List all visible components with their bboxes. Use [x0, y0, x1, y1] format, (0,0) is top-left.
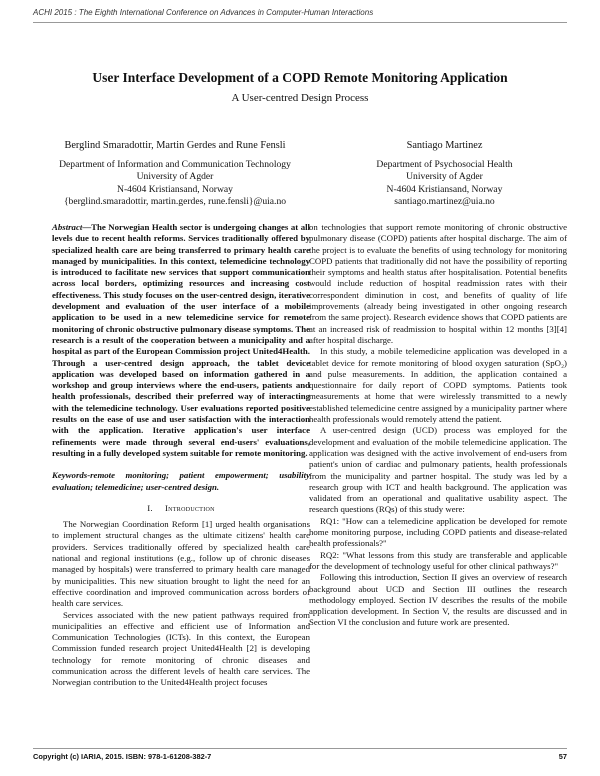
author-university: University of Agder: [136, 171, 214, 183]
paragraph: RQ2: "What lessons from this study are transferable and applicable for the development of technology useful for other clinical pathways?": [309, 549, 567, 571]
author-email: {berglind.smaradottir, martin.gerdes, rune.fensli}@uia.no: [63, 196, 287, 208]
footer-copyright: Copyright (c) IARIA, 2015. ISBN: 978-1-61208-382-7: [33, 752, 212, 761]
author-names: Santiago Martinez: [406, 140, 483, 151]
author-block-2: [322, 140, 567, 209]
author-block-1: [40, 140, 310, 209]
abstract-label: Abstract: [52, 222, 83, 232]
author-city: N-4604 Kristiansand, Norway: [386, 183, 503, 195]
author-email: santiago.martinez@uia.no: [394, 196, 495, 208]
paragraph: on technologies that support remote monitoring of chronic obstructive pulmonary disease (COPD) patients after hospital discharge. The aim of the project is to evaluate the benefits of using technology for monitoring COPD patients that traditionally did not have the possibility of reporting their symptoms and health status after hospitalisation. Potential benefits would include reduction of hospital readmission rates with their correspondent diminution in cost, and benefits of quality of life improvements (already being investigated in other ongoing research from the same project). Research evidence shows that COPD patients are at an increased risk of readmission to hospital within 12 months [3][4] after hospital discharge.: [309, 222, 567, 345]
running-header: ACHI 2015 : The Eighth International Conference on Advances in Computer-Human Interactions: [33, 8, 374, 17]
section-heading: [52, 503, 310, 514]
section-number: I.: [147, 502, 153, 513]
paragraph: Following this introduction, Section II gives an overview of research background about UCD and Section III outlines the research methodology employed. Section IV describes the results of the mobile application development. In Section V, the results are discussed and in Section VI the conclusion and future work are presented.: [309, 572, 567, 628]
keywords: Keywords-remote monitoring; patient empowerment; usability evaluation; telemedicine; user-centred design.: [52, 470, 310, 492]
author-department: Department of Psychosocial Health: [376, 158, 513, 170]
left-column: [52, 222, 310, 689]
paragraph: Services associated with the new patient pathways required from municipalities an effective and efficient use of Information and Communication Technologies (ICTs). In this context, the European Commission funded research project United4Health [2] is developing technology for remote monitoring of chronic diseases and communication across the different levels of health care services. The Norwegian contribution to the United4Health project focuses: [52, 609, 310, 688]
paragraph: In this study, a mobile telemedicine application was developed in a tablet device for remote monitoring of blood oxygen saturation (SpO₂) and pulse measurements. In addition, the application contained a questionnaire for daily report of COPD symptoms. Patients took measurements at home that were wirelessly transmitted to a newly established telemedicine centre assigned by a municipality partner where health professionals would remotely attend the patient.: [309, 346, 567, 425]
section-title: Introduction: [164, 502, 215, 513]
paragraph: The Norwegian Coordination Reform [1] urged health organisations to implement structural changes as the ultimate citizens' health care providers. Services traditionally offered by specialized health care national and regional institutions (e.g., follow up of chronic diseases managed by hospitals) were transferred to primary health care managed by municipalities. This new situation brought to light the need for an effective coordination and improved communication across borders of health care services.: [52, 519, 310, 609]
abstract: [52, 222, 310, 459]
author-names: Berglind Smaradottir, Martin Gerdes and Rune Fensli: [64, 140, 286, 151]
paragraph: A user-centred design (UCD) process was employed for the development and evaluation of the mobile telemedicine application. The application was designed with the active involvement of end-users from patient's union of cardiac and pulmonary patients, health professionals from the municipality and partner hospital. The study was led by a research group with ICT and health background. The application was validated from an operational and qualitative usability aspect. The research questions (RQs) of this study were:: [309, 425, 567, 515]
author-city: N-4604 Kristiansand, Norway: [117, 183, 233, 195]
paragraph: RQ1: "How can a telemedicine application be developed for remote home monitoring purpose, including COPD patients and disease-related health professionals?": [309, 515, 567, 549]
right-column: [309, 222, 567, 629]
paper-subtitle: A User-centred Design Process: [231, 92, 369, 104]
author-department: Department of Information and Communication Technology: [59, 158, 291, 170]
page-number: 57: [558, 752, 567, 761]
paper-title: User Interface Development of a COPD Remote Monitoring Application: [92, 70, 508, 85]
header-rule: [33, 22, 567, 23]
abstract-text: —The Norwegian Health sector is undergoing changes at all levels due to recent health reforms. Services traditionally offered by specialized health care are being transferred to primary health care managed by municipalities. In this context, telemedicine technology is introduced to facilitate new services that support communication across local borders, optimizing resources and increasing cost effectiveness. This study focuses on the user-centred design, iterative development and evaluation of the user interface of a mobile application to be used in a new telemedicine service for remote monitoring of chronic obstructive pulmonary disease symptoms. The research is a result of the cooperation between a municipality and a hospital as part of the European Commission project United4Health. Through a user-centred design approach, the tablet device application was developed based on information gathered in a workshop and group interviews where the end-users, patients and health professionals, described their preferred way of interacting with the telemedicine technology. User evaluations reported positive results on the ease of use and user satisfaction with the interaction with the application. Iterative application's user interface refinements were made through several end-users' evaluations, resulting in a fully developed system suitable for remote monitoring.: [52, 222, 310, 458]
author-university: University of Agder: [406, 171, 483, 183]
footer-rule: [33, 748, 567, 749]
